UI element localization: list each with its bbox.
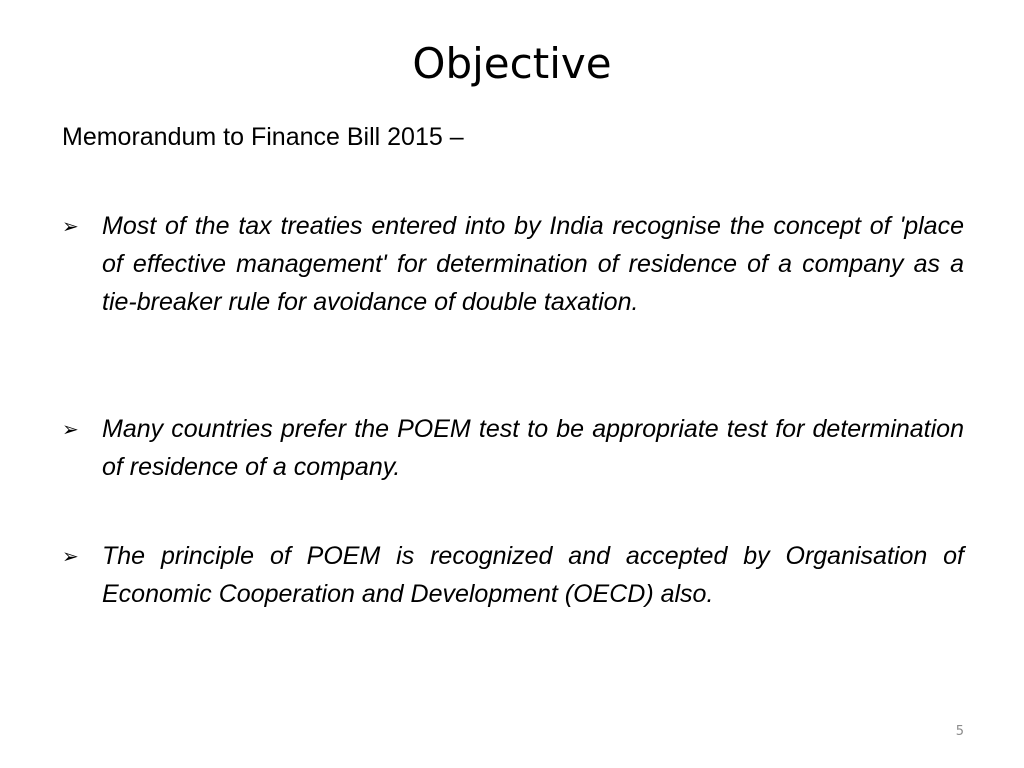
bullet-text: Most of the tax treaties entered into by India recognise the concept of 'place of effective management' for determination of residence of a company as a tie-breaker rule for avoidance of double taxation. (102, 212, 964, 316)
bullet-item (62, 410, 964, 486)
slide-title: Objective (412, 39, 612, 88)
bullet-item (62, 537, 964, 613)
bullet-text: The principle of POEM is recognized and accepted by Organisation of Economic Cooperation and Development (OECD) also. (102, 542, 964, 608)
bullet-text: Many countries prefer the POEM test to be appropriate test for determination of residence of a company. (102, 415, 964, 481)
page-number: 5 (955, 724, 964, 739)
intro-text: Memorandum to Finance Bill 2015 – (62, 123, 464, 151)
arrowhead-bullet-icon: ➢ (62, 417, 79, 441)
arrowhead-bullet-icon: ➢ (62, 544, 79, 568)
bullet-item (62, 207, 964, 321)
arrowhead-bullet-icon: ➢ (62, 214, 79, 238)
